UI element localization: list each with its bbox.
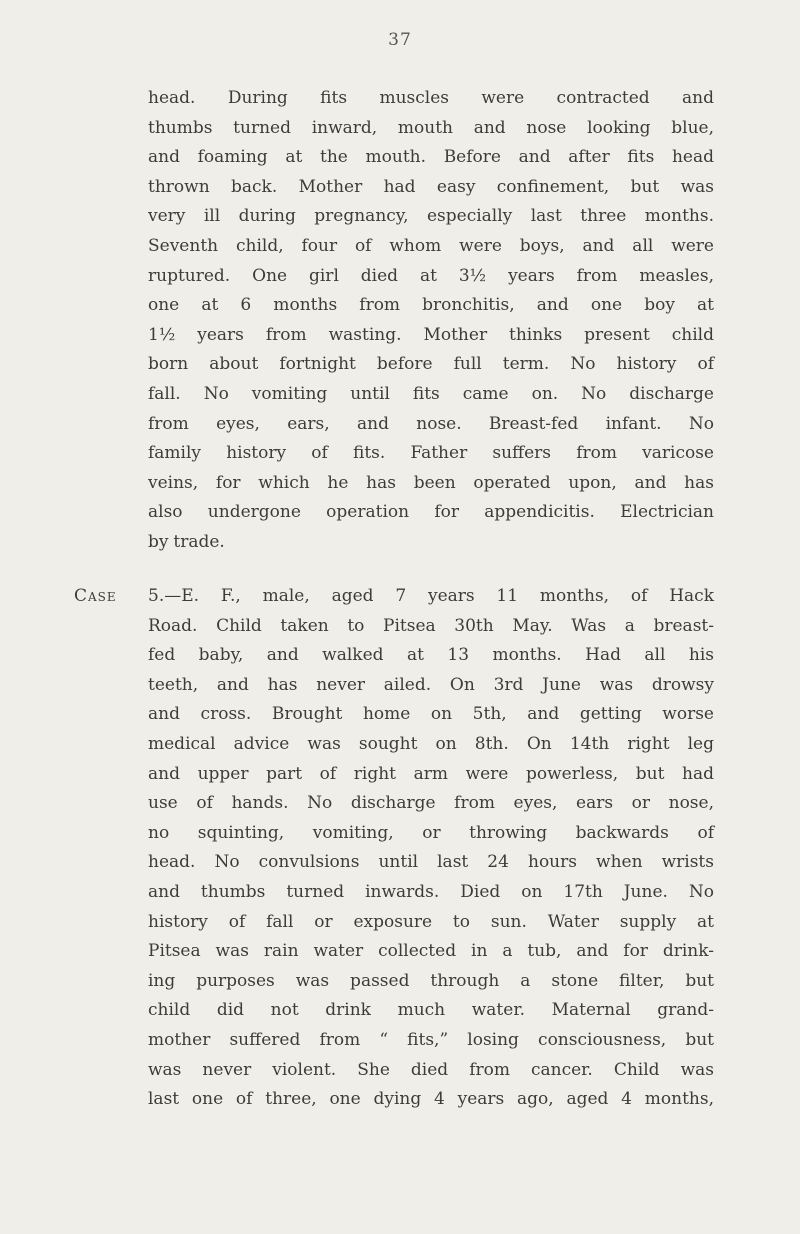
text-line: teeth, and has never ailed. On 3rd June was drowsy bbox=[148, 674, 714, 695]
text-line: Seventh child, four of whom were boys, and all were bbox=[148, 235, 714, 256]
text-line: and foaming at the mouth. Before and after fits head bbox=[148, 147, 714, 168]
text-line: by trade. bbox=[148, 531, 225, 552]
text-line: and upper part of right arm were powerless, but had bbox=[148, 763, 714, 784]
text-line: medical advice was sought on 8th. On 14th right leg bbox=[148, 733, 714, 754]
text-line: head. No convulsions until last 24 hours when wrists bbox=[148, 852, 714, 873]
text-line: child did not drink much water. Maternal grand- bbox=[148, 1000, 714, 1021]
text-line: and cross. Brought home on 5th, and getting worse bbox=[148, 704, 714, 725]
text-line: use of hands. No discharge from eyes, ears or nose, bbox=[148, 793, 714, 814]
text-line: thumbs turned inward, mouth and nose looking blue, bbox=[148, 117, 714, 138]
text-line: last one of three, one dying 4 years ago, aged 4 months, bbox=[148, 1089, 714, 1110]
text-line: was never violent. She died from cancer. Child was bbox=[148, 1059, 714, 1080]
text-line: history of fall or exposure to sun. Water supply at bbox=[148, 911, 714, 932]
text-line: from eyes, ears, and nose. Breast-fed infant. No bbox=[148, 413, 714, 434]
text-line: head. During fits muscles were contracted and bbox=[148, 88, 714, 108]
page-number: 37 bbox=[388, 30, 412, 50]
text-line: Pitsea was rain water collected in a tub, and for drink- bbox=[148, 941, 714, 962]
text-line: ruptured. One girl died at 3½ years from measles, bbox=[148, 265, 714, 286]
text-line: thrown back. Mother had easy confinement, but was bbox=[148, 176, 714, 197]
paragraph-case-4-continued bbox=[148, 84, 714, 558]
text-line: very ill during pregnancy, especially last three months. bbox=[148, 206, 714, 227]
text-line: fall. No vomiting until fits came on. No discharge bbox=[148, 383, 714, 404]
text-line: and thumbs turned inwards. Died on 17th June. No bbox=[148, 881, 714, 902]
text-line: ing purposes was passed through a stone filter, but bbox=[148, 970, 714, 991]
text-line: fed baby, and walked at 13 months. Had all his bbox=[148, 645, 714, 666]
text-line: 5.—E. F., male, aged 7 years 11 months, of Hack bbox=[148, 586, 714, 606]
paragraph-case-5 bbox=[74, 582, 714, 1115]
text-line: Road. Child taken to Pitsea 30th May. Was a breast- bbox=[148, 615, 714, 636]
text-line: 1½ years from wasting. Mother thinks present child bbox=[148, 324, 714, 345]
text-line: also undergone operation for appendicitis. Electrician bbox=[148, 502, 714, 523]
text-line: no squinting, vomiting, or throwing backwards of bbox=[148, 822, 714, 843]
text-line: one at 6 months from bronchitis, and one boy at bbox=[148, 295, 714, 316]
text-line: veins, for which he has been operated upon, and has bbox=[148, 472, 714, 493]
text-line: mother suffered from “ fits,” losing consciousness, but bbox=[148, 1029, 714, 1050]
case-label: Case bbox=[74, 586, 117, 606]
text-line: born about fortnight before full term. No history of bbox=[148, 354, 714, 375]
text-line: family history of fits. Father suffers from varicose bbox=[148, 443, 714, 464]
